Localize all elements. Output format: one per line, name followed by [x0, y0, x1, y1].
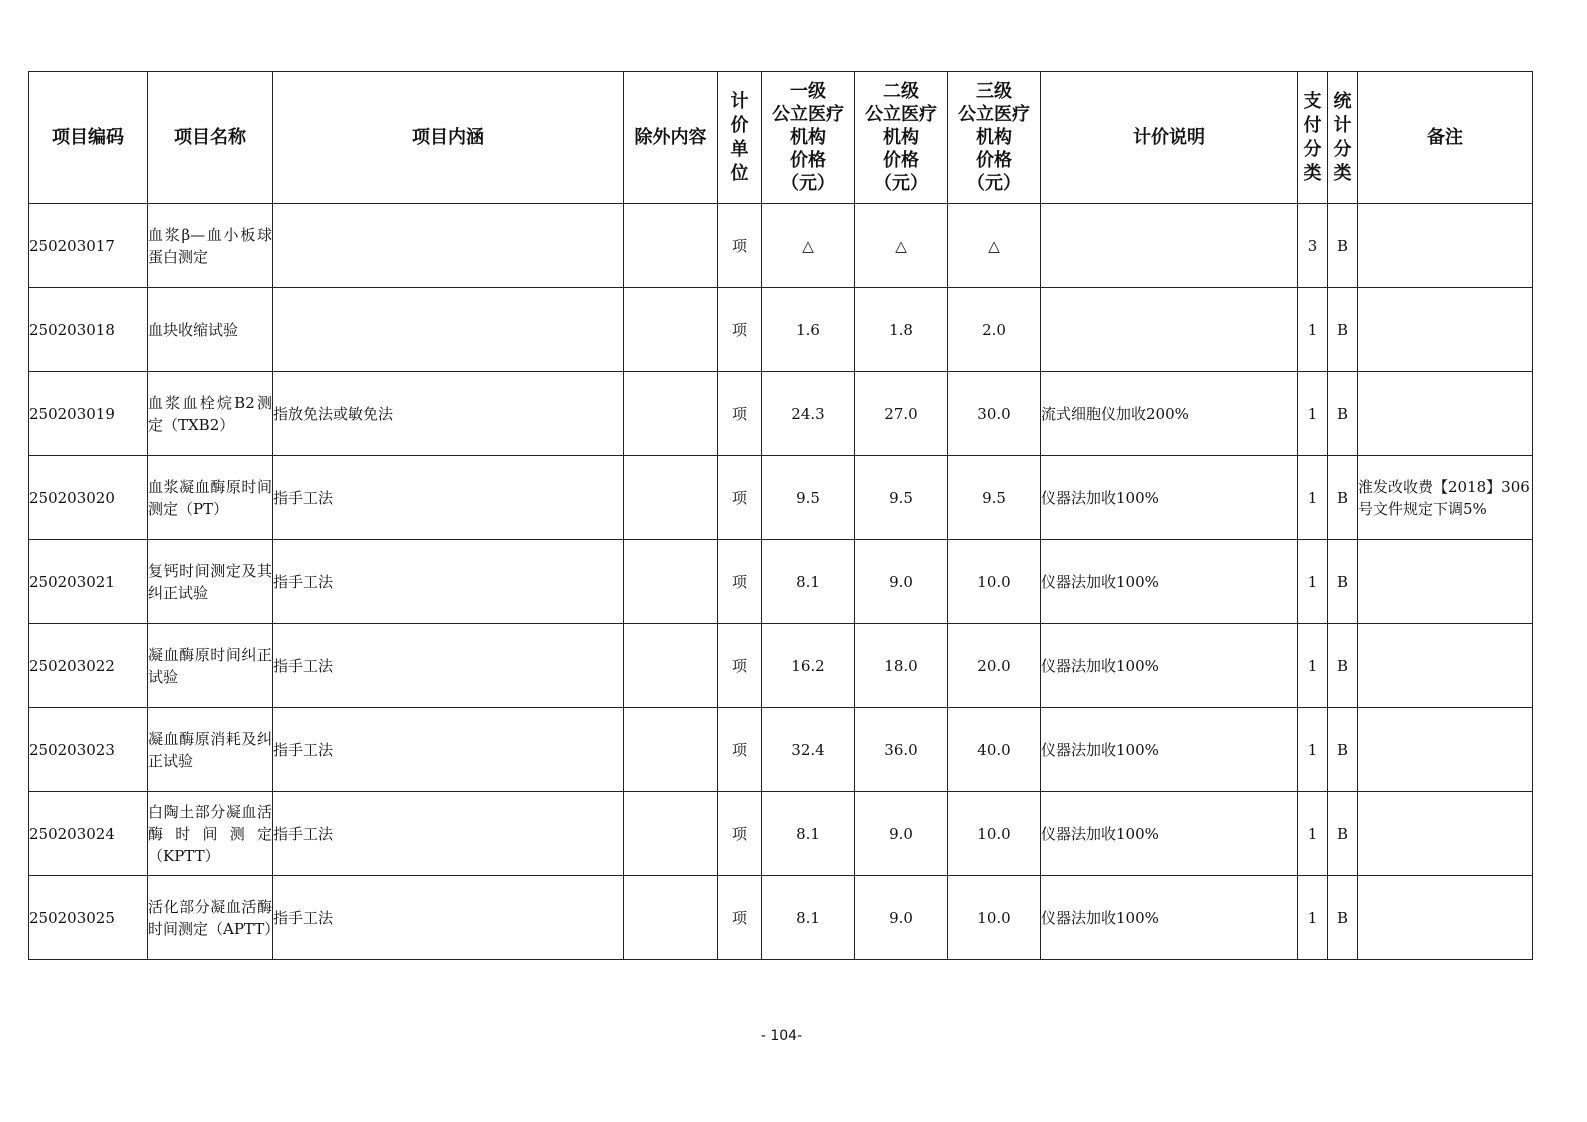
cell-payment-category: 3 — [1298, 204, 1328, 288]
cell-payment-category: 1 — [1298, 540, 1328, 624]
header-price-level3 — [948, 72, 1041, 204]
cell-price-level1: 8.1 — [762, 876, 855, 960]
header-price-level2 — [855, 72, 948, 204]
cell-pricing-note: 仪器法加收100% — [1041, 792, 1298, 876]
cell-price-level1: 8.1 — [762, 792, 855, 876]
cell-remarks: 淮发改收费【2018】306号文件规定下调5% — [1358, 456, 1533, 540]
cell-pricing-note: 仪器法加收100% — [1041, 708, 1298, 792]
cell-price-level2: 18.0 — [855, 624, 948, 708]
cell-price-level3: 10.0 — [948, 876, 1041, 960]
cell-price-level2: 36.0 — [855, 708, 948, 792]
cell-stat-category: B — [1328, 792, 1358, 876]
cell-exclusions — [624, 540, 718, 624]
cell-code: 250203024 — [29, 792, 148, 876]
page-number: - 104- — [760, 1028, 803, 1044]
cell-price-level2: △ — [855, 204, 948, 288]
cell-payment-category: 1 — [1298, 624, 1328, 708]
cell-name: 血块收缩试验 — [148, 288, 273, 372]
cell-remarks — [1358, 288, 1533, 372]
cell-exclusions — [624, 708, 718, 792]
cell-payment-category: 1 — [1298, 372, 1328, 456]
cell-exclusions — [624, 792, 718, 876]
cell-unit: 项 — [718, 372, 762, 456]
cell-price-level3: 30.0 — [948, 372, 1041, 456]
header-price-level1 — [762, 72, 855, 204]
table-row — [29, 372, 1533, 456]
cell-code: 250203021 — [29, 540, 148, 624]
cell-exclusions — [624, 288, 718, 372]
header-exclusions: 除外内容 — [624, 72, 718, 204]
cell-price-level1: 16.2 — [762, 624, 855, 708]
header-pricing-note: 计价说明 — [1041, 72, 1298, 204]
header-payment-category-text: 支付分类 — [1303, 90, 1322, 184]
cell-remarks — [1358, 372, 1533, 456]
cell-exclusions — [624, 372, 718, 456]
header-content: 项目内涵 — [273, 72, 624, 204]
header-line: 二级 — [883, 81, 919, 102]
cell-pricing-note: 流式细胞仪加收200% — [1041, 372, 1298, 456]
cell-code: 250203017 — [29, 204, 148, 288]
cell-price-level2: 1.8 — [855, 288, 948, 372]
cell-code: 250203022 — [29, 624, 148, 708]
table-row — [29, 624, 1533, 708]
fee-schedule-table — [28, 71, 1533, 960]
cell-stat-category: B — [1328, 876, 1358, 960]
cell-payment-category: 1 — [1298, 708, 1328, 792]
cell-payment-category: 1 — [1298, 456, 1328, 540]
cell-code: 250203025 — [29, 876, 148, 960]
header-line: 价格 — [883, 150, 919, 171]
header-remarks: 备注 — [1358, 72, 1533, 204]
header-line: （元） — [967, 173, 1021, 194]
cell-code: 250203018 — [29, 288, 148, 372]
header-line: 价格 — [976, 150, 1012, 171]
cell-exclusions — [624, 204, 718, 288]
cell-price-level2: 9.5 — [855, 456, 948, 540]
cell-remarks — [1358, 876, 1533, 960]
cell-name: 血浆凝血酶原时间测定（PT） — [148, 456, 273, 540]
cell-content — [273, 204, 624, 288]
header-line: 三级 — [976, 81, 1012, 102]
cell-price-level2: 9.0 — [855, 792, 948, 876]
table-row — [29, 288, 1533, 372]
cell-price-level1: 32.4 — [762, 708, 855, 792]
table-row — [29, 792, 1533, 876]
cell-unit: 项 — [718, 708, 762, 792]
cell-remarks — [1358, 792, 1533, 876]
header-stat-category-text: 统计分类 — [1333, 90, 1352, 184]
cell-payment-category: 1 — [1298, 792, 1328, 876]
table-row — [29, 540, 1533, 624]
cell-stat-category: B — [1328, 708, 1358, 792]
header-line: 价格 — [790, 150, 826, 171]
cell-exclusions — [624, 456, 718, 540]
cell-stat-category: B — [1328, 372, 1358, 456]
cell-pricing-note — [1041, 288, 1298, 372]
header-unit-text: 计价单位 — [730, 90, 749, 184]
cell-stat-category: B — [1328, 456, 1358, 540]
table-row — [29, 456, 1533, 540]
cell-content: 指手工法 — [273, 624, 624, 708]
header-line: （元） — [781, 173, 835, 194]
cell-pricing-note: 仪器法加收100% — [1041, 540, 1298, 624]
cell-remarks — [1358, 708, 1533, 792]
cell-content: 指手工法 — [273, 540, 624, 624]
cell-price-level1: 1.6 — [762, 288, 855, 372]
header-code: 项目编码 — [29, 72, 148, 204]
header-line: 机构 — [883, 127, 919, 148]
cell-remarks — [1358, 540, 1533, 624]
cell-pricing-note: 仪器法加收100% — [1041, 456, 1298, 540]
cell-content: 指放免法或敏免法 — [273, 372, 624, 456]
cell-name: 白陶土部分凝血活酶时间测定（KPTT） — [148, 792, 273, 876]
cell-code: 250203019 — [29, 372, 148, 456]
cell-name: 复钙时间测定及其纠正试验 — [148, 540, 273, 624]
cell-price-level3: 20.0 — [948, 624, 1041, 708]
cell-price-level2: 27.0 — [855, 372, 948, 456]
cell-name: 血浆血栓烷B2测定（TXB2） — [148, 372, 273, 456]
cell-price-level1: 9.5 — [762, 456, 855, 540]
cell-name: 凝血酶原消耗及纠正试验 — [148, 708, 273, 792]
table-row — [29, 708, 1533, 792]
table-body — [29, 204, 1533, 960]
cell-price-level1: 8.1 — [762, 540, 855, 624]
header-payment-category — [1298, 72, 1328, 204]
cell-content — [273, 288, 624, 372]
cell-unit: 项 — [718, 456, 762, 540]
cell-code: 250203020 — [29, 456, 148, 540]
table-row — [29, 876, 1533, 960]
cell-price-level1: △ — [762, 204, 855, 288]
header-line: 机构 — [976, 127, 1012, 148]
cell-price-level3: 9.5 — [948, 456, 1041, 540]
header-line: 公立医疗 — [958, 104, 1030, 125]
cell-stat-category: B — [1328, 288, 1358, 372]
cell-payment-category: 1 — [1298, 876, 1328, 960]
cell-price-level3: △ — [948, 204, 1041, 288]
cell-unit: 项 — [718, 540, 762, 624]
cell-name: 血浆β—血小板球蛋白测定 — [148, 204, 273, 288]
cell-price-level3: 10.0 — [948, 540, 1041, 624]
cell-name: 凝血酶原时间纠正试验 — [148, 624, 273, 708]
header-line: 机构 — [790, 127, 826, 148]
cell-pricing-note — [1041, 204, 1298, 288]
cell-stat-category: B — [1328, 624, 1358, 708]
cell-code: 250203023 — [29, 708, 148, 792]
cell-unit: 项 — [718, 204, 762, 288]
cell-content: 指手工法 — [273, 792, 624, 876]
cell-content: 指手工法 — [273, 708, 624, 792]
cell-pricing-note: 仪器法加收100% — [1041, 624, 1298, 708]
table-row — [29, 204, 1533, 288]
cell-price-level3: 40.0 — [948, 708, 1041, 792]
cell-exclusions — [624, 624, 718, 708]
header-line: 公立医疗 — [772, 104, 844, 125]
cell-remarks — [1358, 624, 1533, 708]
cell-payment-category: 1 — [1298, 288, 1328, 372]
cell-remarks — [1358, 204, 1533, 288]
cell-price-level3: 10.0 — [948, 792, 1041, 876]
cell-exclusions — [624, 876, 718, 960]
header-stat-category — [1328, 72, 1358, 204]
header-line: （元） — [874, 173, 928, 194]
cell-stat-category: B — [1328, 204, 1358, 288]
header-line: 一级 — [790, 81, 826, 102]
cell-pricing-note: 仪器法加收100% — [1041, 876, 1298, 960]
header-row — [29, 72, 1533, 204]
header-name: 项目名称 — [148, 72, 273, 204]
cell-stat-category: B — [1328, 540, 1358, 624]
cell-name: 活化部分凝血活酶时间测定（APTT） — [148, 876, 273, 960]
header-line: 公立医疗 — [865, 104, 937, 125]
cell-unit: 项 — [718, 792, 762, 876]
cell-unit: 项 — [718, 876, 762, 960]
cell-price-level1: 24.3 — [762, 372, 855, 456]
cell-price-level2: 9.0 — [855, 876, 948, 960]
cell-price-level2: 9.0 — [855, 540, 948, 624]
header-unit — [718, 72, 762, 204]
cell-price-level3: 2.0 — [948, 288, 1041, 372]
cell-content: 指手工法 — [273, 876, 624, 960]
cell-unit: 项 — [718, 288, 762, 372]
cell-content: 指手工法 — [273, 456, 624, 540]
cell-unit: 项 — [718, 624, 762, 708]
